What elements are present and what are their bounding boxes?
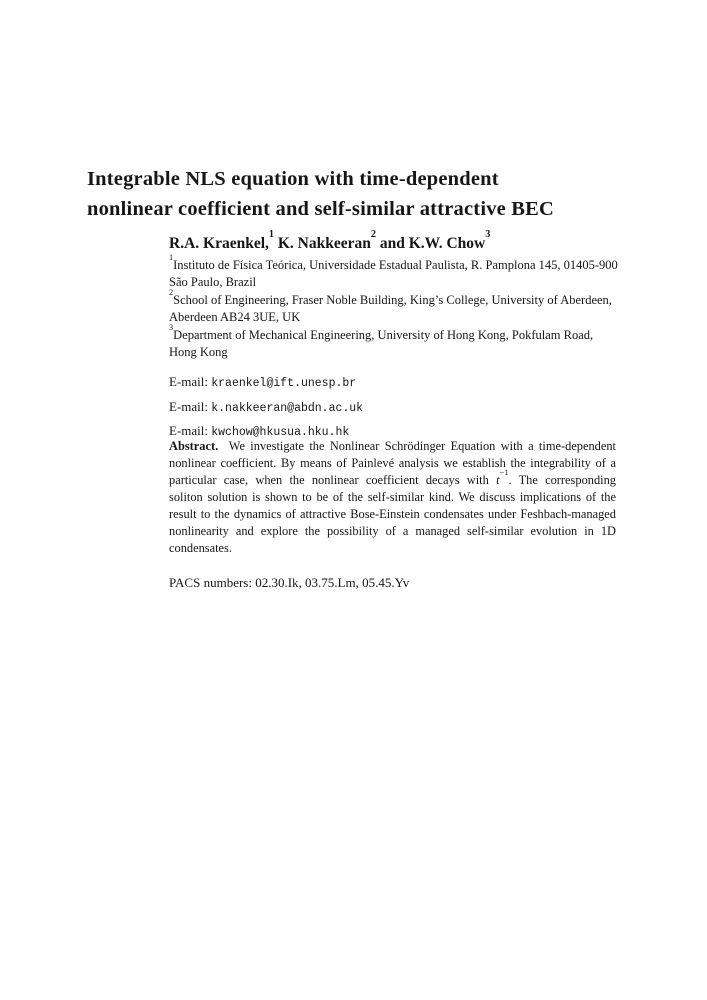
author-name-3: and K.W. Chow	[375, 235, 486, 252]
affiliation-1	[169, 253, 624, 292]
affiliation-3	[169, 322, 624, 362]
email-label-2: E-mail:	[169, 399, 212, 414]
abstract-heading: Abstract.	[169, 439, 219, 453]
author-affil-ref-2: 2	[370, 229, 376, 241]
math-exponent: −1	[499, 467, 509, 478]
affiliation-text-1: Instituto de Física Teórica, Universidade Estadual Paulista, R. Pamplona 145, 01405-900 São Paulo, Brazil	[169, 258, 618, 290]
abstract-text-after-math: . The corresponding soliton solution is shown to be of the self-similar kind. We discuss implications of the result to the dynamics of attractive Bose-Einstein condensates under Feshbach-managed nonlinearity and explore the possibility of a managed self-similar evolution in 1D condensates.	[169, 473, 616, 555]
author-affil-ref-3: 3	[485, 229, 491, 241]
email-address-2: k.nakkeeran@abdn.ac.uk	[211, 402, 364, 415]
email-address-1: kraenkel@ift.unesp.br	[211, 377, 357, 390]
affiliation-marker-2: 2	[169, 287, 174, 297]
title-line-1: Integrable NLS equation with time-dependent	[87, 168, 499, 190]
author-affil-ref-1: 1	[268, 229, 274, 241]
author-name-1: R.A. Kraenkel,	[169, 235, 269, 252]
email-row-2	[169, 399, 363, 415]
affiliation-marker-1: 1	[169, 253, 174, 263]
title-line-2: nonlinear coefficient and self-similar attractive BEC	[87, 198, 555, 220]
pacs-line	[169, 575, 409, 591]
abstract	[169, 438, 616, 557]
email-label-3: E-mail:	[169, 423, 212, 438]
email-label-1: E-mail:	[169, 374, 212, 389]
email-row-1	[169, 374, 356, 390]
affiliation-marker-3: 3	[169, 322, 174, 332]
affiliation-text-2: School of Engineering, Fraser Noble Building, King’s College, University of Aberdeen, Aberdeen AB24 3UE, UK	[169, 292, 612, 325]
pacs-values: 02.30.Ik, 03.75.Lm, 05.45.Yv	[255, 575, 410, 590]
email-row-3	[169, 423, 349, 439]
author-name-2: K. Nakkeeran	[274, 235, 371, 252]
affiliation-list	[169, 253, 624, 361]
abstract-text-before-math: We investigate the Nonlinear Schrödinger Equation with a time-dependent nonlinear coefficient. By means of Painlevé analysis we establish the integrability of a particular case, when the nonlinear coefficient decays with	[169, 439, 616, 487]
pacs-label: PACS numbers:	[169, 575, 252, 590]
author-line	[169, 229, 639, 253]
email-address-3: kwchow@hkusua.hku.hk	[211, 426, 350, 439]
paper-title	[87, 164, 667, 224]
math-variable-t: t	[496, 473, 500, 487]
affiliation-text-3: Department of Mechanical Engineering, University of Hong Kong, Pokfulam Road, Hong Kong	[169, 327, 594, 360]
affiliation-2	[169, 287, 624, 327]
